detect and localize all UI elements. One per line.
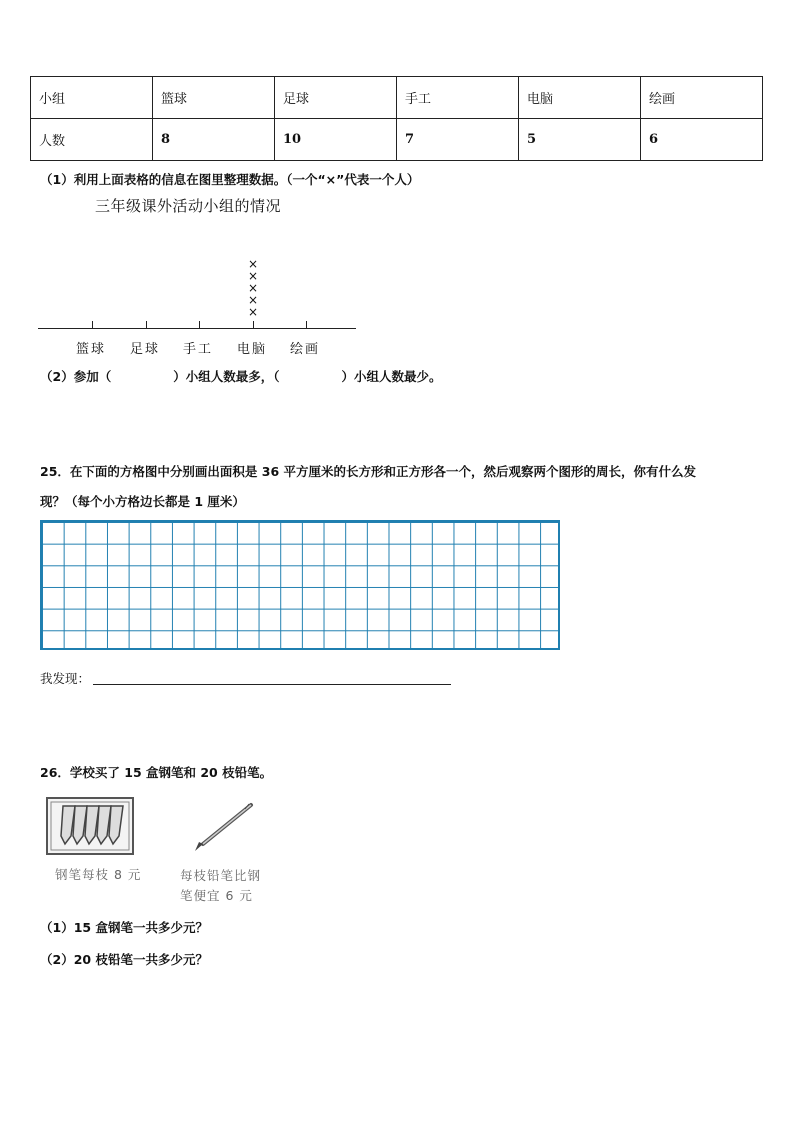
pencil-icon (185, 800, 265, 855)
pencil-caption-line-1: 每枝铅笔比钢 (180, 868, 262, 883)
chart-category-label: 手工 (183, 342, 214, 357)
chart-category-label: 篮球 (76, 342, 107, 357)
question-24-part-2 (40, 367, 441, 385)
chart-title: 三年级课外活动小组的情况 (95, 197, 282, 215)
pencil-image (185, 800, 265, 855)
pen-price-caption: 钢笔每枝 8 元 (55, 867, 142, 882)
table-cell: 绘画 (641, 77, 763, 119)
chart-tick (146, 321, 147, 328)
table-cell: 8 (153, 119, 275, 161)
table-header-row (31, 77, 763, 119)
pencil-caption-line-2: 笔便宜 6 元 (180, 888, 253, 903)
square-grid[interactable] (40, 520, 560, 650)
pen-box-image (45, 796, 137, 858)
chart-category-label: 绘画 (290, 342, 321, 357)
chart-tick (253, 321, 254, 328)
chart-cross-mark: × (247, 293, 259, 307)
table-cell: 篮球 (153, 77, 275, 119)
pen-box-icon (45, 796, 137, 858)
table-cell: 电脑 (519, 77, 641, 119)
q24-2-text-c: ）小组人数最少。 (341, 369, 442, 384)
table-cell: 7 (397, 119, 519, 161)
table-cell: 人数 (31, 119, 153, 161)
q24-2-text-b: ）小组人数最多，（ (173, 369, 280, 384)
activity-table (30, 76, 763, 161)
question-26-sub-1: （1）15 盒钢笔一共多少元？ (40, 920, 208, 935)
chart-category-label: 足球 (130, 342, 161, 357)
chart-tick (199, 321, 200, 328)
table-cell: 小组 (31, 77, 153, 119)
table-cell: 6 (641, 119, 763, 161)
chart-tick (306, 321, 307, 328)
question-24-part-1: （1）利用上面表格的信息在图里整理数据。（一个“×”代表一个人） (40, 172, 420, 187)
q24-2-text-a: （2）参加（ (40, 369, 112, 384)
table-cell: 手工 (397, 77, 519, 119)
chart-cross-mark: × (247, 269, 259, 283)
chart-cross-mark: × (247, 281, 259, 295)
chart-cross-mark: × (247, 305, 259, 319)
found-label: 我发现： (40, 671, 91, 686)
answer-line[interactable] (93, 684, 451, 685)
chart-category-label: 电脑 (237, 342, 268, 357)
question-26-sub-2: （2）20 枝铅笔一共多少元？ (40, 952, 208, 967)
chart-tick (92, 321, 93, 328)
chart-cross-mark: × (247, 257, 259, 271)
table-cell: 足球 (275, 77, 397, 119)
question-25-line-2: 现？（每个小方格边长都是 1 厘米） (40, 494, 245, 509)
table-cell: 5 (519, 119, 641, 161)
table-row (31, 119, 763, 161)
question-26-title: 26．学校买了 15 盒钢笔和 20 枝铅笔。 (40, 765, 273, 780)
table-cell: 10 (275, 119, 397, 161)
chart-axis (38, 328, 356, 329)
question-25-line-1: 25．在下面的方格图中分别画出面积是 36 平方厘米的长方形和正方形各一个，然后观察两个图形的周长，你有什么发 (40, 464, 696, 479)
